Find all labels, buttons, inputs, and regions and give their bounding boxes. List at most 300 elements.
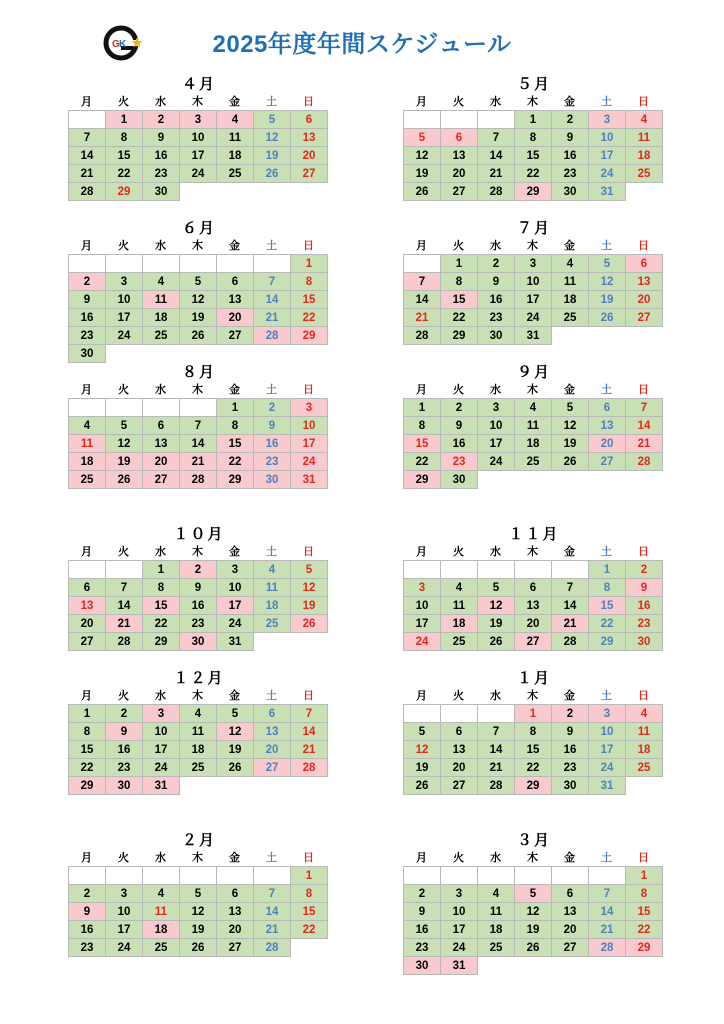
day-cell [552, 561, 589, 579]
day-cell: 6 [441, 129, 478, 147]
day-cell: 26 [217, 759, 254, 777]
week-row [69, 255, 328, 273]
month-grid [403, 704, 663, 795]
weekday-label: 火 [118, 384, 129, 396]
day-cell: 24 [180, 165, 217, 183]
weekday-label: 日 [638, 546, 649, 558]
day-cell: 23 [404, 939, 441, 957]
day-cell: 2 [180, 561, 217, 579]
month-title: ６月 [181, 220, 216, 237]
day-cell [180, 399, 217, 417]
day-cell: 2 [69, 885, 106, 903]
day-cell: 9 [180, 579, 217, 597]
month-grid [403, 254, 663, 345]
day-cell: 16 [69, 921, 106, 939]
day-cell: 5 [404, 723, 441, 741]
weekday-label: 水 [490, 690, 501, 702]
day-cell: 11 [217, 129, 254, 147]
day-cell: 9 [404, 903, 441, 921]
day-cell: 16 [552, 147, 589, 165]
day-cell: 19 [180, 921, 217, 939]
month-grid [403, 866, 663, 975]
day-cell: 1 [515, 111, 552, 129]
day-cell [217, 255, 254, 273]
day-cell: 4 [217, 111, 254, 129]
day-cell: 25 [143, 327, 180, 345]
day-cell: 18 [69, 453, 106, 471]
day-cell: 2 [478, 255, 515, 273]
month-title: １０月 [173, 526, 225, 543]
day-cell: 19 [515, 921, 552, 939]
day-cell: 22 [143, 615, 180, 633]
weekday-label: 水 [490, 852, 501, 864]
day-cell: 20 [441, 165, 478, 183]
month-calendar [68, 526, 330, 651]
day-cell: 14 [291, 723, 328, 741]
day-cell: 30 [478, 327, 515, 345]
day-cell: 10 [515, 273, 552, 291]
weekday-label: 土 [266, 240, 277, 252]
month-grid [403, 560, 663, 651]
week-row [404, 471, 663, 489]
weekday-label: 土 [266, 384, 277, 396]
day-cell: 19 [589, 291, 626, 309]
weekday-label: 月 [81, 546, 92, 558]
day-cell: 3 [217, 561, 254, 579]
day-cell: 12 [404, 741, 441, 759]
weekday-label: 水 [155, 852, 166, 864]
week-row [404, 957, 663, 975]
day-cell: 8 [291, 885, 328, 903]
day-cell: 25 [515, 453, 552, 471]
day-cell: 19 [106, 453, 143, 471]
day-cell: 17 [478, 435, 515, 453]
day-cell: 28 [589, 939, 626, 957]
day-cell: 2 [143, 111, 180, 129]
week-row [404, 885, 663, 903]
day-cell: 27 [441, 183, 478, 201]
day-cell: 27 [217, 327, 254, 345]
day-cell: 22 [515, 165, 552, 183]
day-cell: 14 [254, 291, 291, 309]
day-cell: 18 [552, 291, 589, 309]
day-cell: 4 [552, 255, 589, 273]
weekday-label: 土 [266, 546, 277, 558]
day-cell: 31 [143, 777, 180, 795]
day-cell: 7 [180, 417, 217, 435]
day-cell: 10 [143, 723, 180, 741]
weekday-label: 月 [416, 384, 427, 396]
day-cell: 7 [589, 885, 626, 903]
day-cell: 23 [441, 453, 478, 471]
month-title: １１月 [508, 526, 560, 543]
day-cell: 17 [106, 309, 143, 327]
weekday-label: 月 [416, 96, 427, 108]
day-cell: 27 [291, 165, 328, 183]
weekday-label: 火 [118, 240, 129, 252]
day-cell: 22 [69, 759, 106, 777]
weekday-label: 日 [638, 852, 649, 864]
week-row [404, 435, 663, 453]
day-cell: 18 [180, 741, 217, 759]
day-cell: 18 [626, 147, 663, 165]
day-cell: 12 [404, 147, 441, 165]
week-row [404, 183, 663, 201]
day-cell: 4 [180, 705, 217, 723]
week-row [69, 471, 328, 489]
weekday-label: 土 [601, 546, 612, 558]
day-cell: 29 [143, 633, 180, 651]
week-row [69, 885, 328, 903]
day-cell: 9 [143, 129, 180, 147]
week-row [69, 597, 328, 615]
day-cell: 17 [291, 435, 328, 453]
day-cell: 15 [404, 435, 441, 453]
day-cell: 25 [143, 939, 180, 957]
day-cell: 13 [217, 291, 254, 309]
month-grid [68, 110, 328, 201]
week-row [404, 903, 663, 921]
week-row [404, 417, 663, 435]
day-cell: 9 [441, 417, 478, 435]
day-cell: 26 [180, 939, 217, 957]
day-cell: 26 [180, 327, 217, 345]
day-cell: 21 [254, 309, 291, 327]
day-cell: 25 [441, 633, 478, 651]
day-cell: 21 [478, 759, 515, 777]
day-cell: 1 [589, 561, 626, 579]
day-cell: 11 [441, 597, 478, 615]
day-cell: 13 [254, 723, 291, 741]
day-cell [106, 561, 143, 579]
day-cell: 10 [478, 417, 515, 435]
week-row [69, 741, 328, 759]
day-cell: 21 [478, 165, 515, 183]
month-calendar [403, 220, 665, 345]
day-cell: 8 [106, 129, 143, 147]
day-cell: 31 [291, 471, 328, 489]
day-cell: 3 [589, 705, 626, 723]
day-cell: 12 [180, 291, 217, 309]
day-cell: 1 [291, 867, 328, 885]
day-cell: 1 [217, 399, 254, 417]
day-cell: 23 [106, 759, 143, 777]
day-cell [515, 867, 552, 885]
day-cell: 1 [404, 399, 441, 417]
week-row [69, 291, 328, 309]
week-row [404, 453, 663, 471]
week-row [69, 111, 328, 129]
week-row [69, 633, 328, 651]
weekday-label: 木 [527, 96, 538, 108]
day-cell: 29 [589, 633, 626, 651]
month-title: １月 [516, 670, 551, 687]
day-cell: 28 [291, 759, 328, 777]
month-title: ８月 [181, 364, 216, 381]
day-cell: 25 [69, 471, 106, 489]
day-cell: 4 [478, 885, 515, 903]
weekday-header [68, 544, 330, 560]
day-cell: 28 [478, 183, 515, 201]
day-cell: 9 [69, 291, 106, 309]
day-cell: 15 [143, 597, 180, 615]
week-row [404, 579, 663, 597]
week-row [404, 615, 663, 633]
weekday-header [403, 850, 665, 866]
day-cell: 12 [515, 903, 552, 921]
month-calendar [403, 76, 665, 201]
day-cell: 15 [515, 741, 552, 759]
day-cell: 14 [478, 147, 515, 165]
day-cell: 23 [552, 165, 589, 183]
day-cell: 1 [291, 255, 328, 273]
weekday-label: 火 [118, 690, 129, 702]
day-cell: 25 [254, 615, 291, 633]
weekday-label: 土 [266, 690, 277, 702]
day-cell [106, 399, 143, 417]
weekday-label: 木 [192, 240, 203, 252]
day-cell: 21 [106, 615, 143, 633]
day-cell: 20 [291, 147, 328, 165]
day-cell: 5 [180, 885, 217, 903]
day-cell: 16 [69, 309, 106, 327]
day-cell [589, 867, 626, 885]
weekday-label: 月 [416, 852, 427, 864]
weekday-label: 日 [303, 96, 314, 108]
week-row [69, 273, 328, 291]
day-cell: 7 [106, 579, 143, 597]
day-cell: 4 [254, 561, 291, 579]
day-cell: 29 [441, 327, 478, 345]
day-cell: 23 [180, 615, 217, 633]
day-cell: 14 [552, 597, 589, 615]
weekday-label: 火 [118, 546, 129, 558]
weekday-label: 日 [638, 96, 649, 108]
day-cell: 14 [589, 903, 626, 921]
day-cell: 13 [217, 903, 254, 921]
weekday-label: 火 [118, 852, 129, 864]
day-cell: 3 [441, 885, 478, 903]
day-cell: 15 [106, 147, 143, 165]
day-cell: 24 [515, 309, 552, 327]
day-cell: 7 [291, 705, 328, 723]
weekday-label: 水 [155, 240, 166, 252]
day-cell: 12 [254, 129, 291, 147]
day-cell: 14 [254, 903, 291, 921]
day-cell: 21 [404, 309, 441, 327]
day-cell: 7 [478, 129, 515, 147]
day-cell: 1 [69, 705, 106, 723]
day-cell: 9 [478, 273, 515, 291]
day-cell: 8 [69, 723, 106, 741]
week-row [69, 903, 328, 921]
day-cell: 10 [106, 291, 143, 309]
weekday-header [403, 688, 665, 704]
day-cell: 2 [106, 705, 143, 723]
month-calendar [68, 670, 330, 795]
day-cell: 13 [441, 147, 478, 165]
day-cell: 19 [404, 759, 441, 777]
day-cell: 28 [404, 327, 441, 345]
day-cell: 21 [552, 615, 589, 633]
day-cell: 7 [626, 399, 663, 417]
weekday-label: 月 [416, 546, 427, 558]
day-cell: 12 [478, 597, 515, 615]
day-cell: 12 [106, 435, 143, 453]
day-cell: 31 [589, 183, 626, 201]
day-cell: 20 [552, 921, 589, 939]
day-cell: 11 [254, 579, 291, 597]
week-row [404, 705, 663, 723]
day-cell: 27 [626, 309, 663, 327]
week-row [69, 867, 328, 885]
day-cell: 25 [478, 939, 515, 957]
day-cell [143, 399, 180, 417]
page-title: 2025年度年間スケジュール [212, 31, 512, 58]
day-cell: 4 [143, 885, 180, 903]
day-cell: 27 [515, 633, 552, 651]
day-cell [180, 867, 217, 885]
weekday-label: 水 [490, 96, 501, 108]
day-cell: 31 [441, 957, 478, 975]
day-cell: 18 [478, 921, 515, 939]
day-cell: 3 [478, 399, 515, 417]
day-cell: 29 [404, 471, 441, 489]
day-cell: 4 [626, 705, 663, 723]
weekday-header [403, 94, 665, 110]
day-cell: 15 [589, 597, 626, 615]
month-calendar [68, 832, 330, 957]
day-cell: 13 [441, 741, 478, 759]
day-cell: 22 [589, 615, 626, 633]
day-cell [69, 255, 106, 273]
day-cell [143, 255, 180, 273]
day-cell: 8 [515, 129, 552, 147]
weekday-header [68, 382, 330, 398]
month-grid [68, 866, 328, 957]
day-cell: 31 [589, 777, 626, 795]
day-cell: 3 [106, 273, 143, 291]
day-cell: 28 [254, 939, 291, 957]
week-row [69, 327, 328, 345]
weekday-label: 日 [303, 384, 314, 396]
weekday-label: 水 [490, 384, 501, 396]
day-cell: 29 [69, 777, 106, 795]
day-cell: 23 [69, 327, 106, 345]
month-title: ７月 [516, 220, 551, 237]
day-cell: 16 [552, 741, 589, 759]
weekday-label: 金 [564, 384, 575, 396]
day-cell: 11 [143, 903, 180, 921]
week-row [404, 273, 663, 291]
day-cell: 15 [441, 291, 478, 309]
day-cell: 8 [441, 273, 478, 291]
weekday-label: 日 [303, 240, 314, 252]
day-cell: 2 [404, 885, 441, 903]
day-cell: 26 [291, 615, 328, 633]
day-cell: 26 [589, 309, 626, 327]
day-cell: 5 [552, 399, 589, 417]
day-cell: 26 [404, 777, 441, 795]
week-row [404, 561, 663, 579]
day-cell: 17 [106, 921, 143, 939]
weekday-label: 金 [229, 240, 240, 252]
day-cell: 21 [180, 453, 217, 471]
week-row [69, 309, 328, 327]
month-calendar [403, 364, 665, 489]
day-cell: 10 [404, 597, 441, 615]
weekday-label: 金 [564, 690, 575, 702]
day-cell: 16 [106, 741, 143, 759]
day-cell: 5 [478, 579, 515, 597]
day-cell: 7 [404, 273, 441, 291]
week-row [404, 633, 663, 651]
day-cell: 5 [515, 885, 552, 903]
week-row [69, 759, 328, 777]
day-cell: 13 [552, 903, 589, 921]
day-cell: 5 [254, 111, 291, 129]
day-cell: 19 [254, 147, 291, 165]
week-row [404, 291, 663, 309]
day-cell: 23 [69, 939, 106, 957]
week-row [69, 417, 328, 435]
month-title: ２月 [181, 832, 216, 849]
day-cell: 5 [589, 255, 626, 273]
day-cell: 23 [626, 615, 663, 633]
day-cell: 6 [143, 417, 180, 435]
weekday-label: 金 [564, 852, 575, 864]
day-cell: 30 [552, 183, 589, 201]
day-cell: 15 [291, 903, 328, 921]
day-cell: 17 [143, 741, 180, 759]
day-cell: 15 [291, 291, 328, 309]
week-row [404, 147, 663, 165]
day-cell: 5 [106, 417, 143, 435]
day-cell: 7 [254, 273, 291, 291]
day-cell: 13 [69, 597, 106, 615]
day-cell: 8 [589, 579, 626, 597]
month-grid [68, 704, 328, 795]
day-cell: 1 [626, 867, 663, 885]
day-cell: 27 [589, 453, 626, 471]
svg-text:K: K [119, 39, 127, 50]
day-cell: 19 [291, 597, 328, 615]
day-cell: 6 [69, 579, 106, 597]
day-cell: 4 [69, 417, 106, 435]
day-cell: 10 [589, 723, 626, 741]
day-cell: 12 [217, 723, 254, 741]
weekday-label: 土 [601, 690, 612, 702]
day-cell: 19 [478, 615, 515, 633]
week-row [69, 345, 328, 363]
week-row [69, 453, 328, 471]
week-row [404, 723, 663, 741]
month-title: ９月 [516, 364, 551, 381]
weekday-label: 金 [229, 96, 240, 108]
day-cell: 5 [180, 273, 217, 291]
day-cell [552, 867, 589, 885]
weekday-label: 木 [527, 384, 538, 396]
day-cell: 22 [106, 165, 143, 183]
weekday-header [68, 94, 330, 110]
weekday-label: 木 [527, 690, 538, 702]
day-cell: 27 [217, 939, 254, 957]
day-cell: 8 [626, 885, 663, 903]
day-cell: 16 [441, 435, 478, 453]
week-row [69, 939, 328, 957]
month-calendar [68, 220, 330, 363]
day-cell: 25 [626, 165, 663, 183]
